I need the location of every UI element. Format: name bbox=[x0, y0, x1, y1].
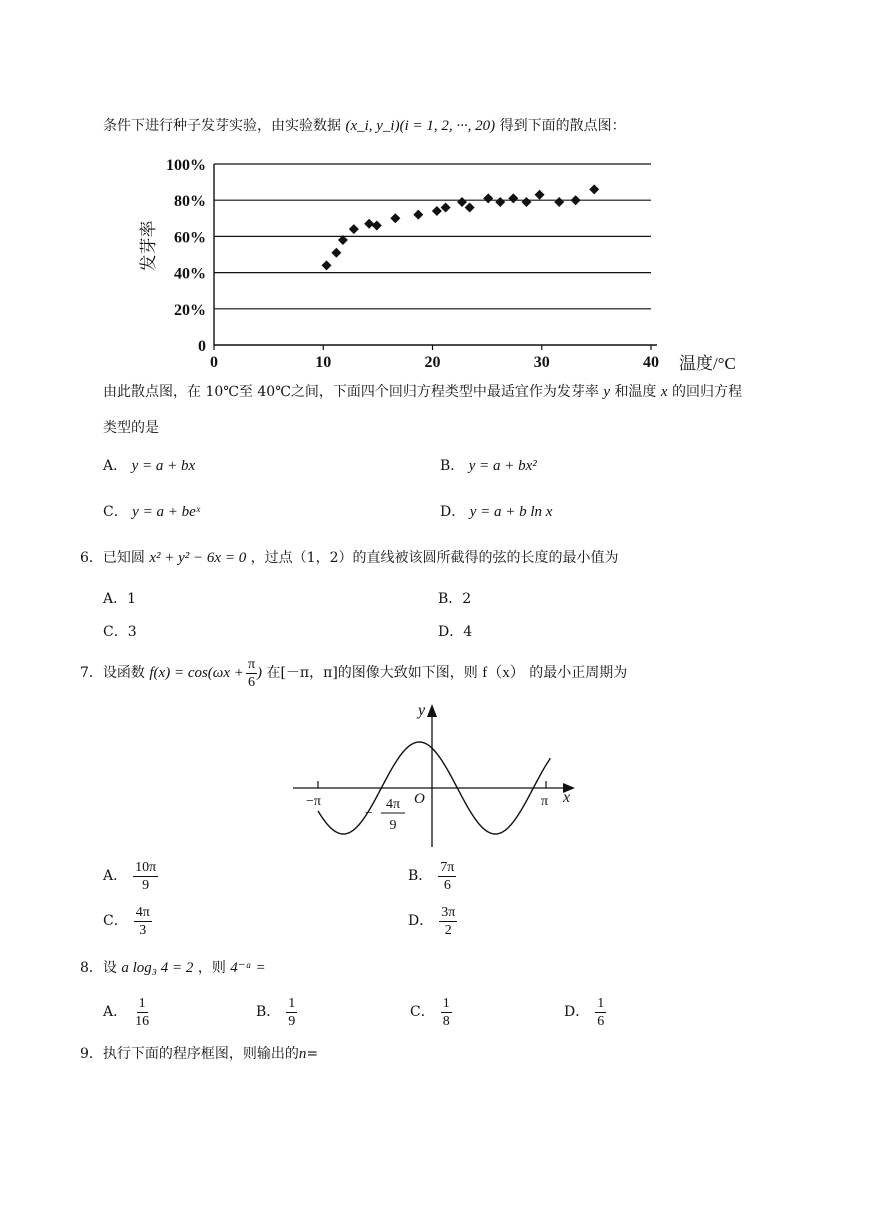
data-point bbox=[331, 248, 341, 258]
q6-stem-part1: 6．已知圆 bbox=[80, 550, 145, 566]
data-point bbox=[349, 224, 359, 234]
q8-option-a[interactable] bbox=[103, 994, 151, 1030]
option-fraction: $\frac{4\pi}{3}$ bbox=[135, 904, 150, 938]
option-label: A． bbox=[103, 458, 128, 474]
intro-text: 条件下进行种子发芽实验，由实验数据 bbox=[103, 118, 341, 134]
y-axis-arrow bbox=[427, 704, 437, 717]
q6-option-d[interactable] bbox=[438, 622, 472, 642]
q5-stem-line1 bbox=[103, 382, 742, 402]
option-label: D． bbox=[408, 913, 434, 929]
data-point bbox=[571, 195, 581, 205]
data-point bbox=[554, 197, 564, 207]
q9-var-n: n bbox=[298, 1046, 307, 1062]
option-fraction: $\frac{1}{8}$ bbox=[442, 995, 450, 1029]
q8-stem bbox=[80, 958, 266, 978]
q5-stem-part1: 由此散点图，在 10℃至 40℃之间，下面四个回归方程类型中最适宜作为发芽率 bbox=[103, 384, 599, 400]
data-point bbox=[589, 184, 599, 194]
x-axis-label: 温度/°C bbox=[679, 354, 736, 373]
option-label: C． bbox=[410, 1004, 435, 1020]
q6-equation: x² + y² − 6x = 0 bbox=[149, 550, 247, 566]
data-point bbox=[390, 213, 400, 223]
q5-option-a[interactable] bbox=[103, 456, 195, 476]
option-expr: y = a + bx² bbox=[468, 458, 537, 474]
x-tick-label: 30 bbox=[533, 354, 550, 371]
q8-option-c[interactable] bbox=[410, 994, 452, 1030]
chart-axes bbox=[214, 164, 657, 350]
option-value: 2 bbox=[462, 591, 472, 607]
q6-option-c[interactable] bbox=[103, 622, 137, 642]
option-expr: y = a + beˣ bbox=[132, 504, 200, 520]
intro-line bbox=[103, 116, 626, 136]
q5-stem-part3: 的回归方程 bbox=[672, 384, 743, 400]
q8-option-b[interactable] bbox=[256, 994, 297, 1030]
cosine-graph bbox=[285, 695, 585, 855]
option-label: D． bbox=[438, 624, 464, 640]
q7-function: f(x) = cos(ωx + bbox=[149, 665, 244, 681]
mark-den: 9 bbox=[389, 818, 397, 833]
q6-option-b[interactable] bbox=[438, 589, 471, 609]
option-label: B． bbox=[256, 1004, 281, 1020]
q5-var-y: y bbox=[603, 384, 610, 400]
q7-option-a[interactable] bbox=[103, 858, 158, 894]
x-tick-label: 10 bbox=[315, 354, 332, 371]
q5-stem-part2: 和温度 bbox=[614, 384, 657, 400]
option-value: 4 bbox=[463, 624, 473, 640]
q9-stem bbox=[80, 1044, 318, 1064]
data-point bbox=[465, 202, 475, 212]
option-label: D． bbox=[564, 1004, 590, 1020]
q8-option-d[interactable] bbox=[564, 994, 606, 1030]
option-label: D． bbox=[440, 504, 466, 520]
data-point bbox=[521, 197, 531, 207]
option-label: C． bbox=[103, 624, 128, 640]
q7-pi-over-6: $\frac{\pi}{6}$ bbox=[247, 656, 256, 690]
chart-tick-labels bbox=[166, 157, 659, 371]
chart-points bbox=[322, 184, 600, 270]
option-label: A． bbox=[103, 868, 128, 884]
scatter-chart bbox=[130, 148, 770, 380]
q8-stem-part2: ，则 bbox=[197, 960, 226, 976]
y-tick-label: 100% bbox=[166, 157, 206, 174]
q6-stem bbox=[80, 548, 619, 568]
q8-stem-part1: 8．设 bbox=[80, 960, 117, 976]
x-tick-label: 40 bbox=[643, 354, 659, 371]
x-label: x bbox=[563, 789, 571, 806]
option-label: B． bbox=[408, 868, 433, 884]
chart-gridlines bbox=[214, 164, 651, 309]
y-axis-label: 发芽率 bbox=[139, 220, 158, 272]
option-fraction: $\frac{1}{6}$ bbox=[597, 995, 605, 1029]
q5-option-c[interactable] bbox=[103, 502, 200, 522]
option-value: 1 bbox=[127, 591, 137, 607]
q8-equation: a log₃ 4 = 2 bbox=[121, 960, 194, 976]
data-point bbox=[432, 206, 442, 216]
option-label: A． bbox=[103, 591, 128, 607]
y-tick-label: 20% bbox=[174, 301, 206, 319]
option-label: C． bbox=[103, 913, 128, 929]
x-tick-label: 0 bbox=[210, 354, 218, 371]
data-point bbox=[535, 190, 545, 200]
data-point bbox=[441, 202, 451, 212]
option-expr: y = a + bx bbox=[131, 458, 196, 474]
q7-stem-part1: 7．设函数 bbox=[80, 665, 145, 681]
option-value: 3 bbox=[127, 624, 137, 640]
option-fraction: $\frac{1}{9}$ bbox=[288, 995, 296, 1029]
data-point bbox=[483, 193, 493, 203]
intro-formula: (x_i, y_i)(i = 1, 2, ···, 20) bbox=[345, 118, 496, 134]
q6-stem-part2: ，过点（1，2）的直线被该圆所截得的弦的长度的最小值为 bbox=[250, 550, 619, 566]
q5-var-x: x bbox=[660, 384, 668, 400]
intro-text-2: 得到下面的散点图： bbox=[499, 118, 626, 134]
q8-expression: 4⁻ᵃ = bbox=[230, 960, 266, 976]
data-point bbox=[508, 193, 518, 203]
option-fraction: $\frac{1}{16}$ bbox=[135, 995, 150, 1029]
y-tick-label: 40% bbox=[174, 265, 206, 283]
data-point bbox=[372, 221, 382, 231]
option-label: B． bbox=[440, 458, 465, 474]
option-fraction: $\frac{7\pi}{6}$ bbox=[440, 859, 455, 893]
option-label: C． bbox=[103, 504, 128, 520]
mark-num: 4π bbox=[385, 797, 401, 812]
mark-sign: − bbox=[365, 806, 373, 821]
q6-option-a[interactable] bbox=[103, 589, 136, 609]
data-point bbox=[364, 219, 374, 229]
q7-function-close: ) bbox=[257, 665, 263, 681]
q7-stem-part3: 的最小正周期为 bbox=[529, 665, 628, 681]
pos-pi-label: π bbox=[541, 794, 549, 809]
neg-pi-label: −π bbox=[306, 794, 321, 809]
option-label: B． bbox=[438, 591, 463, 607]
data-point bbox=[322, 260, 332, 270]
y-tick-label: 80% bbox=[174, 193, 206, 211]
q5-option-b[interactable] bbox=[440, 456, 537, 476]
q7-stem-part2: 在[－π，π]的图像大致如下图，则 bbox=[266, 665, 478, 681]
data-point bbox=[457, 197, 467, 207]
q9-stem-part2: = bbox=[306, 1046, 319, 1062]
q7-stem bbox=[80, 654, 627, 692]
data-point bbox=[495, 197, 505, 207]
x-tick-label: 20 bbox=[424, 354, 441, 371]
data-point bbox=[413, 210, 423, 220]
option-expr: y = a + b ln x bbox=[469, 504, 553, 520]
q7-option-d[interactable] bbox=[408, 903, 457, 939]
origin-label: O bbox=[414, 791, 425, 807]
y-tick-label: 60% bbox=[174, 229, 206, 247]
q7-fx: f（x） bbox=[482, 665, 525, 681]
q5-option-d[interactable] bbox=[440, 502, 552, 522]
q5-stem-line2: 类型的是 bbox=[103, 420, 159, 436]
q7-option-c[interactable] bbox=[103, 903, 152, 939]
option-label: A． bbox=[103, 1004, 128, 1020]
q9-stem-part1: 9．执行下面的程序框图，则输出的 bbox=[80, 1046, 299, 1062]
option-fraction: $\frac{10\pi}{9}$ bbox=[135, 859, 157, 893]
y-tick-label: 0 bbox=[198, 338, 206, 355]
y-label: y bbox=[418, 702, 426, 719]
option-fraction: $\frac{3\pi}{2}$ bbox=[441, 904, 456, 938]
q7-option-b[interactable] bbox=[408, 858, 456, 894]
